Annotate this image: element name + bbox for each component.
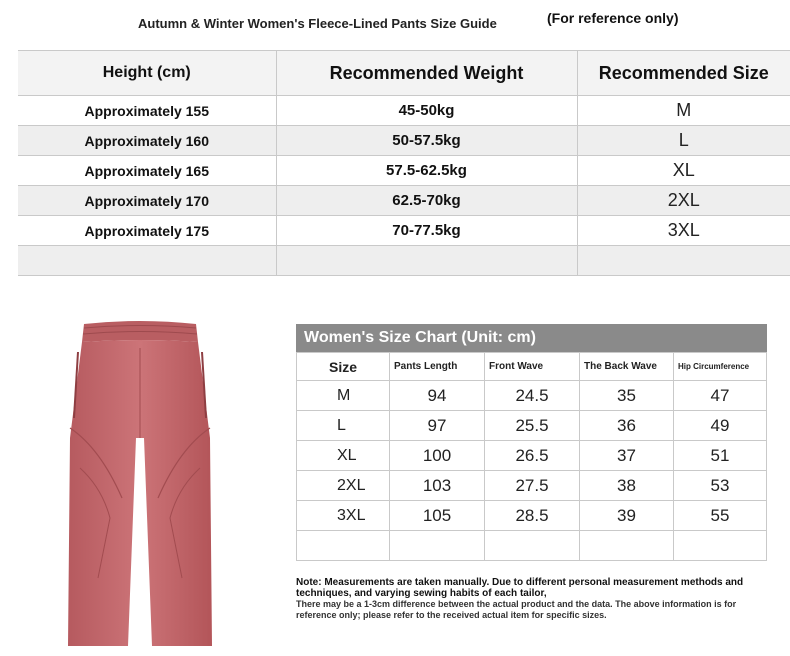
hip-cell: 51 [674, 441, 767, 471]
weight-cell: 57.5-62.5kg [276, 156, 577, 186]
size-guide-table [18, 50, 790, 276]
size-cell: L [297, 411, 390, 441]
empty-cell [276, 246, 577, 276]
reference-note: (For reference only) [547, 10, 679, 26]
table-row-empty [18, 246, 790, 276]
front-wave-cell: 26.5 [485, 441, 580, 471]
empty-cell [485, 531, 580, 561]
length-cell: 103 [390, 471, 485, 501]
front-wave-cell: 28.5 [485, 501, 580, 531]
table-row [18, 126, 790, 156]
back-wave-cell: 39 [580, 501, 674, 531]
size-cell: XL [577, 156, 790, 186]
column-header-height: Height (cm) [18, 51, 276, 96]
table-row [297, 381, 767, 411]
column-header-weight: Recommended Weight [276, 51, 577, 96]
difference-note: There may be a 1-3cm difference between the actual product and the data. The above information is for reference only; please refer to the received actual item for specific sizes. [296, 599, 737, 620]
empty-cell [577, 246, 790, 276]
empty-cell [18, 246, 276, 276]
weight-cell: 45-50kg [276, 96, 577, 126]
table-row [18, 186, 790, 216]
size-chart-table [296, 352, 767, 561]
length-cell: 94 [390, 381, 485, 411]
column-header-size: Size [297, 353, 390, 381]
empty-cell [580, 531, 674, 561]
size-cell: M [577, 96, 790, 126]
column-header-size: Recommended Size [577, 51, 790, 96]
hip-cell: 55 [674, 501, 767, 531]
hip-cell: 53 [674, 471, 767, 501]
size-cell: L [577, 126, 790, 156]
back-wave-cell: 35 [580, 381, 674, 411]
height-cell: Approximately 160 [18, 126, 276, 156]
length-cell: 105 [390, 501, 485, 531]
weight-cell: 62.5-70kg [276, 186, 577, 216]
height-cell: Approximately 175 [18, 216, 276, 246]
table-header-row [18, 51, 790, 96]
table-row [18, 156, 790, 186]
table-row [297, 501, 767, 531]
empty-cell [674, 531, 767, 561]
height-cell: Approximately 155 [18, 96, 276, 126]
table-row [297, 411, 767, 441]
column-header-back-wave: The Back Wave [580, 353, 674, 381]
table-row-empty [297, 531, 767, 561]
back-wave-cell: 38 [580, 471, 674, 501]
measurement-note: Note: Measurements are taken manually. Due to different personal measurement methods and techniques, and varying sewing habits of each tailor, [296, 577, 744, 599]
size-cell: 2XL [297, 471, 390, 501]
column-header-pants-length: Pants Length [390, 353, 485, 381]
size-cell: XL [297, 441, 390, 471]
column-header-front-wave: Front Wave [485, 353, 580, 381]
table-row [18, 96, 790, 126]
front-wave-cell: 25.5 [485, 411, 580, 441]
table-row [18, 216, 790, 246]
size-chart-header-row [297, 353, 767, 381]
column-header-hip: Hip Circumference [674, 353, 767, 381]
hip-cell: 49 [674, 411, 767, 441]
empty-cell [390, 531, 485, 561]
front-wave-cell: 24.5 [485, 381, 580, 411]
size-chart [296, 324, 767, 561]
pants-illustration-icon [60, 318, 220, 650]
table-row [297, 471, 767, 501]
empty-cell [297, 531, 390, 561]
back-wave-cell: 37 [580, 441, 674, 471]
front-wave-cell: 27.5 [485, 471, 580, 501]
weight-cell: 50-57.5kg [276, 126, 577, 156]
size-cell: 3XL [297, 501, 390, 531]
size-chart-title: Women's Size Chart (Unit: cm) [296, 324, 767, 352]
back-wave-cell: 36 [580, 411, 674, 441]
length-cell: 97 [390, 411, 485, 441]
length-cell: 100 [390, 441, 485, 471]
size-cell: 3XL [577, 216, 790, 246]
size-cell: 2XL [577, 186, 790, 216]
page-title: Autumn & Winter Women's Fleece-Lined Pants Size Guide [138, 16, 497, 31]
size-cell: M [297, 381, 390, 411]
table-row [297, 441, 767, 471]
weight-cell: 70-77.5kg [276, 216, 577, 246]
height-cell: Approximately 165 [18, 156, 276, 186]
hip-cell: 47 [674, 381, 767, 411]
height-cell: Approximately 170 [18, 186, 276, 216]
